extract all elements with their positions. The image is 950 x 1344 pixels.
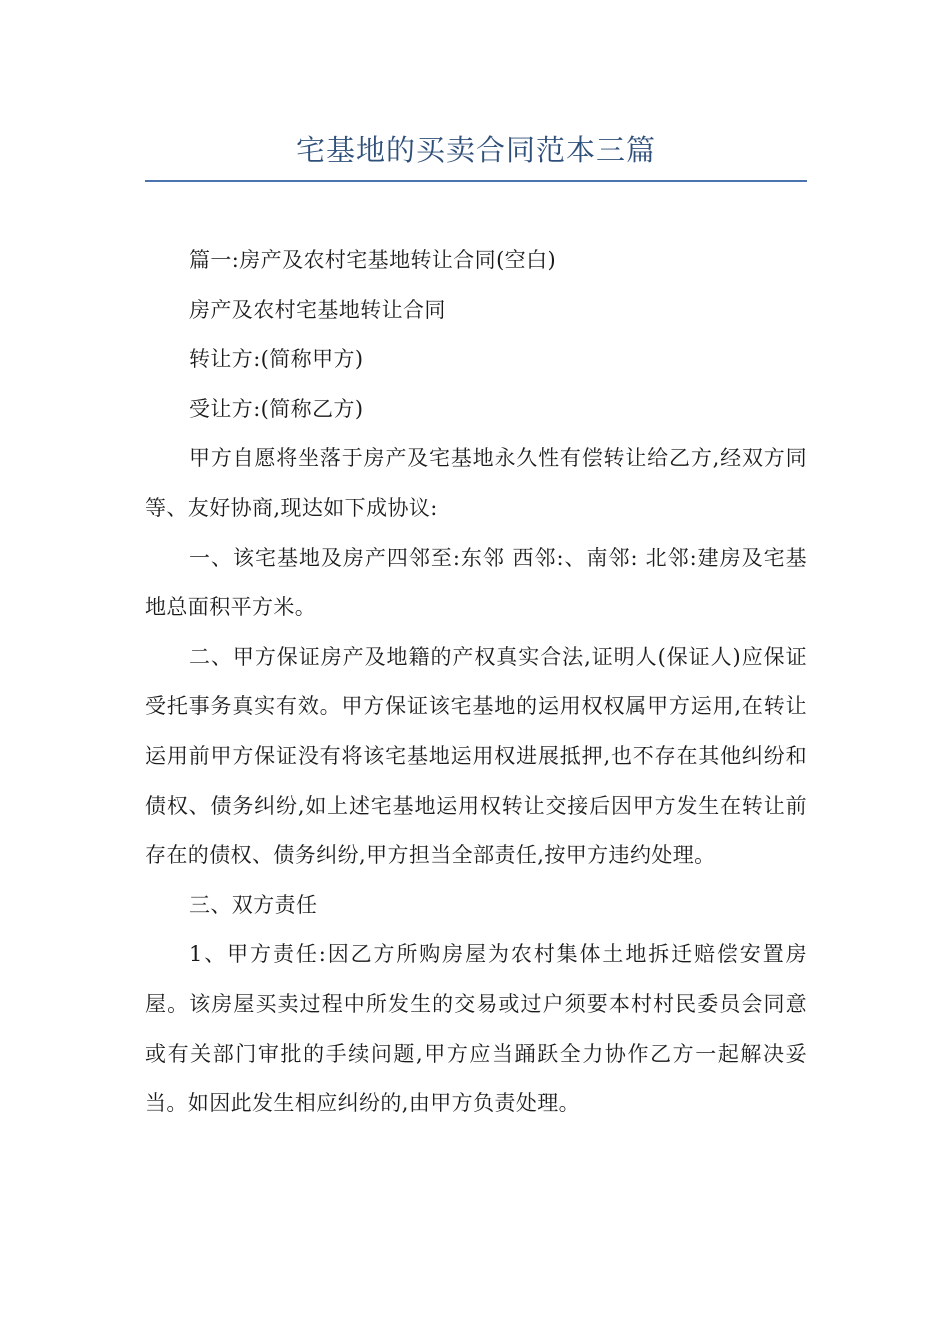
paragraph-contract-name: 房产及农村宅基地转让合同 xyxy=(189,297,446,322)
paragraph-section-heading: 篇一:房产及农村宅基地转让合同(空白) xyxy=(189,248,557,272)
paragraph-clause-2: 二、甲方保证房产及地籍的产权真实合法,证明人(保证人)应保证受托事务真实有效。甲方保证该宅基地的运用权权属甲方运用,在转让运用前甲方保证没有将该宅基地运用权进展抵押,也不存在其他纠纷和债权、债务纠纷,如上述宅基地运用权转让交接后因甲方发生在转让前存在的债权、债务纠纷,甲方担当全部责任,按甲方违约处理。 xyxy=(145,644,807,868)
paragraph-transferor: 转让方:(简称甲方) xyxy=(189,347,364,372)
title-underline xyxy=(145,180,807,182)
document-body xyxy=(145,236,807,1129)
document-title: 宅基地的买卖合同范本三篇 xyxy=(295,133,656,167)
paragraph-intro: 甲方自愿将坐落于房产及宅基地永久性有偿转让给乙方,经双方同等、友好协商,现达如下成协议: xyxy=(145,446,807,520)
paragraph-clause-1: 一、该宅基地及房产四邻至:东邻 西邻:、南邻: 北邻:建房及宅基地总面积平方米。 xyxy=(145,545,807,620)
paragraph-transferee: 受让方:(简称乙方) xyxy=(189,396,364,421)
paragraph-clause-3-heading: 三、双方责任 xyxy=(189,892,318,917)
paragraph-clause-3-1: 1、甲方责任:因乙方所购房屋为农村集体土地拆迁赔偿安置房屋。该房屋买卖过程中所发生的交易或过户须要本村村民委员会同意或有关部门审批的手续问题,甲方应当踊跃全力协作乙方一起解决妥当。如因此发生相应纠纷的,由甲方负责处理。 xyxy=(145,942,807,1116)
